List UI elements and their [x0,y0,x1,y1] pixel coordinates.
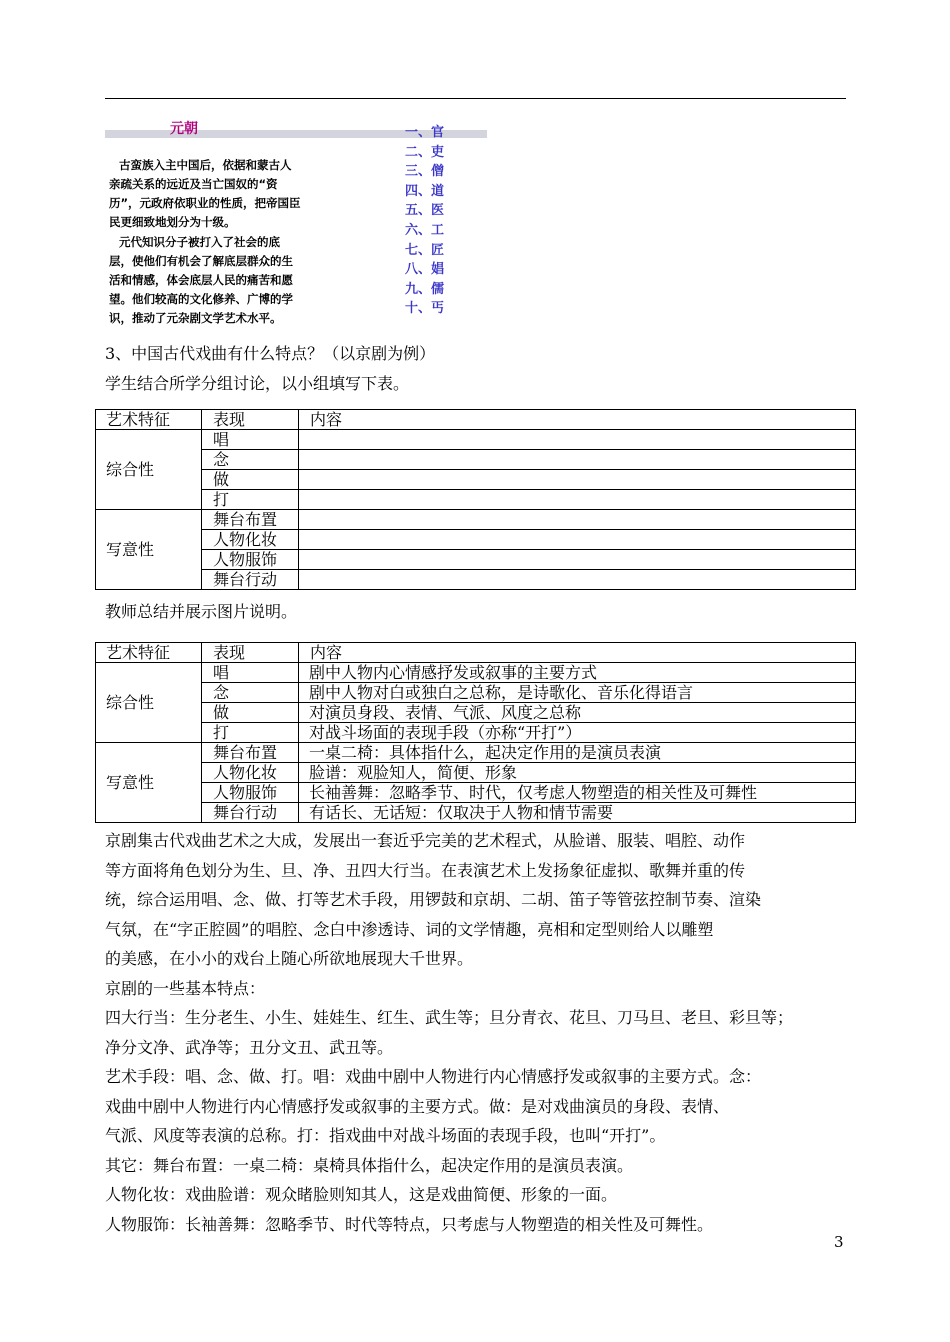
rank-item: 九、儒 [405,281,445,297]
text-line: 气派、风度等表演的总称。打：指戏曲中对战斗场面的表现手段，也叫“开打”。 [105,1126,666,1145]
rank-item: 六、工 [405,222,445,238]
rank-item: 三、僧 [405,164,445,180]
table-row [96,663,856,683]
table-row [96,490,856,510]
table-row [96,783,856,803]
text-line: 戏曲中剧中人物进行内心情感抒发或叙事的主要方式。做：是对戏曲演员的身段、表情、 [105,1096,730,1116]
text-line: 统，综合运用唱、念、做、打等艺术手段，用锣鼓和京胡、二胡、笛子等管弦控制节奏、渲染 [105,890,762,909]
picture-line: 历”，元政府依职业的性质，把帝国臣 [109,196,301,210]
header-performance: 表现 [202,643,299,663]
body-text [105,826,855,1239]
table-row [96,743,856,763]
picture-paragraph-1 [109,156,379,232]
table-row [96,530,856,550]
rank-item: 二、吏 [405,144,445,160]
text-line: 等方面将角色划分为生、旦、净、丑四大行当。在表演艺术上发扬象征虚拟、歌舞并重的传 [105,860,746,880]
rank-item: 七、匠 [405,242,445,258]
question-heading: 3、中国古代戏曲有什么特点？（以京剧为例） [105,344,436,363]
text-line: 净分文净、武净等；丑分文丑、武丑等。 [105,1037,394,1057]
text-line: 艺术手段：唱、念、做、打。唱：戏曲中剧中人物进行内心情感抒发或叙事的主要方式。念： [105,1067,762,1086]
table-header-row [96,410,856,430]
content-cell: 脸谱：观脸知人，简便、形象 [299,763,856,783]
teacher-note: 教师总结并展示图片说明。 [105,602,298,621]
text-line: 京剧的一些基本特点： [105,978,266,998]
text-line: 京剧集古代戏曲艺术之大成，发展出一套近乎完美的艺术程式，从脸谱、服装、唱腔、动作 [105,831,746,850]
picture-line: 民更细致地划分为十级。 [109,215,236,229]
content-cell-empty[interactable] [299,550,856,570]
rank-item: 一、官 [405,125,445,140]
table-row [96,510,856,530]
content-cell: 剧中人物对白或独白之总称，是诗歌化、音乐化得语言 [299,683,856,703]
picture-line: 元代知识分子被打入了社会的底 [119,235,280,249]
performance-cell: 人物服饰 [202,783,299,803]
content-cell: 剧中人物内心情感抒发或叙事的主要方式 [299,663,856,683]
performance-cell: 念 [202,683,299,703]
rank-item: 五、医 [405,203,445,219]
performance-cell: 舞台行动 [202,570,299,590]
social-ranks-list [405,123,465,319]
text-line: 人物服饰：长袖善舞：忽略季节、时代等特点，只考虑与人物塑造的相关性及可舞性。 [105,1214,714,1234]
yuan-dynasty-picture [105,118,490,324]
header-performance: 表现 [202,410,299,430]
content-cell-empty[interactable] [299,490,856,510]
content-cell-empty[interactable] [299,530,856,550]
header-feature: 艺术特征 [96,410,202,430]
rank-item: 四、道 [405,183,445,199]
performance-cell: 做 [202,703,299,723]
page-number: 3 [834,1233,844,1251]
table-row [96,703,856,723]
table-row [96,550,856,570]
content-cell: 长袖善舞：忽略季节、时代，仅考虑人物塑造的相关性及可舞性 [299,783,856,803]
picture-line: 识，推动了元杂剧文学艺术水平。 [109,311,282,325]
header-feature: 艺术特征 [96,643,202,663]
table-row [96,723,856,743]
header-rule [105,98,846,99]
text-line: 人物化妆：戏曲脸谱：观众睹脸则知其人，这是戏曲简便、形象的一面。 [105,1185,618,1204]
performance-cell: 人物化妆 [202,763,299,783]
text-line: 的美感，在小小的戏台上随心所欲地展现大千世界。 [105,949,474,968]
table-row [96,430,856,450]
content-cell: 对战斗场面的表现手段（亦称“开打”） [299,723,856,743]
content-cell: 有话长、无话短：仅取决于人物和情节需要 [299,803,856,823]
worksheet-table-blank [95,409,856,590]
performance-cell: 唱 [202,430,299,450]
header-content: 内容 [299,643,856,663]
feature-cell: 写意性 [96,743,202,823]
table-row [96,570,856,590]
worksheet-table-filled [95,642,856,823]
content-cell: 对演员身段、表情、气派、风度之总称 [299,703,856,723]
performance-cell: 人物服饰 [202,550,299,570]
content-cell-empty[interactable] [299,430,856,450]
performance-cell: 打 [202,490,299,510]
picture-paragraph-2 [109,233,379,328]
performance-cell: 念 [202,450,299,470]
performance-cell: 唱 [202,663,299,683]
table-row [96,683,856,703]
performance-cell: 做 [202,470,299,490]
performance-cell: 人物化妆 [202,530,299,550]
rank-item: 十、丐 [405,301,445,317]
picture-title: 元朝 [170,121,198,137]
picture-line: 亲疏关系的远近及当亡国奴的“资 [109,177,278,191]
picture-line: 层，使他们有机会了解底层群众的生 [109,254,293,268]
header-content: 内容 [299,410,856,430]
content-cell-empty[interactable] [299,510,856,530]
feature-cell: 综合性 [96,430,202,510]
picture-line: 古蛮族入主中国后，依据和蒙古人 [119,158,292,172]
performance-cell: 打 [202,723,299,743]
table-row [96,450,856,470]
performance-cell: 舞台行动 [202,803,299,823]
feature-cell: 综合性 [96,663,202,743]
picture-line: 望。他们较高的文化修养、广博的学 [109,292,293,306]
text-line: 其它：舞台布置：一桌二椅：桌椅具体指什么，起决定作用的是演员表演。 [105,1155,634,1175]
content-cell-empty[interactable] [299,470,856,490]
table-row [96,763,856,783]
rank-item: 八、娼 [405,262,445,278]
feature-cell: 写意性 [96,510,202,590]
group-instruction: 学生结合所学分组讨论，以小组填写下表。 [105,374,410,393]
performance-cell: 舞台布置 [202,510,299,530]
table-header-row [96,643,856,663]
content-cell: 一桌二椅：具体指什么，起决定作用的是演员表演 [299,743,856,763]
content-cell-empty[interactable] [299,450,856,470]
table-row [96,470,856,490]
content-cell-empty[interactable] [299,570,856,590]
picture-line: 活和情感，体会底层人民的痛苦和愿 [109,273,293,287]
performance-cell: 舞台布置 [202,743,299,763]
text-line: 四大行当：生分老生、小生、娃娃生、红生、武生等；旦分青衣、花旦、刀马旦、老旦、彩旦等； [105,1008,794,1027]
text-line: 气氛，在“字正腔圆”的唱腔、念白中渗透诗、词的文学情趣，亮相和定型则给人以雕塑 [105,919,714,939]
table-row [96,803,856,823]
